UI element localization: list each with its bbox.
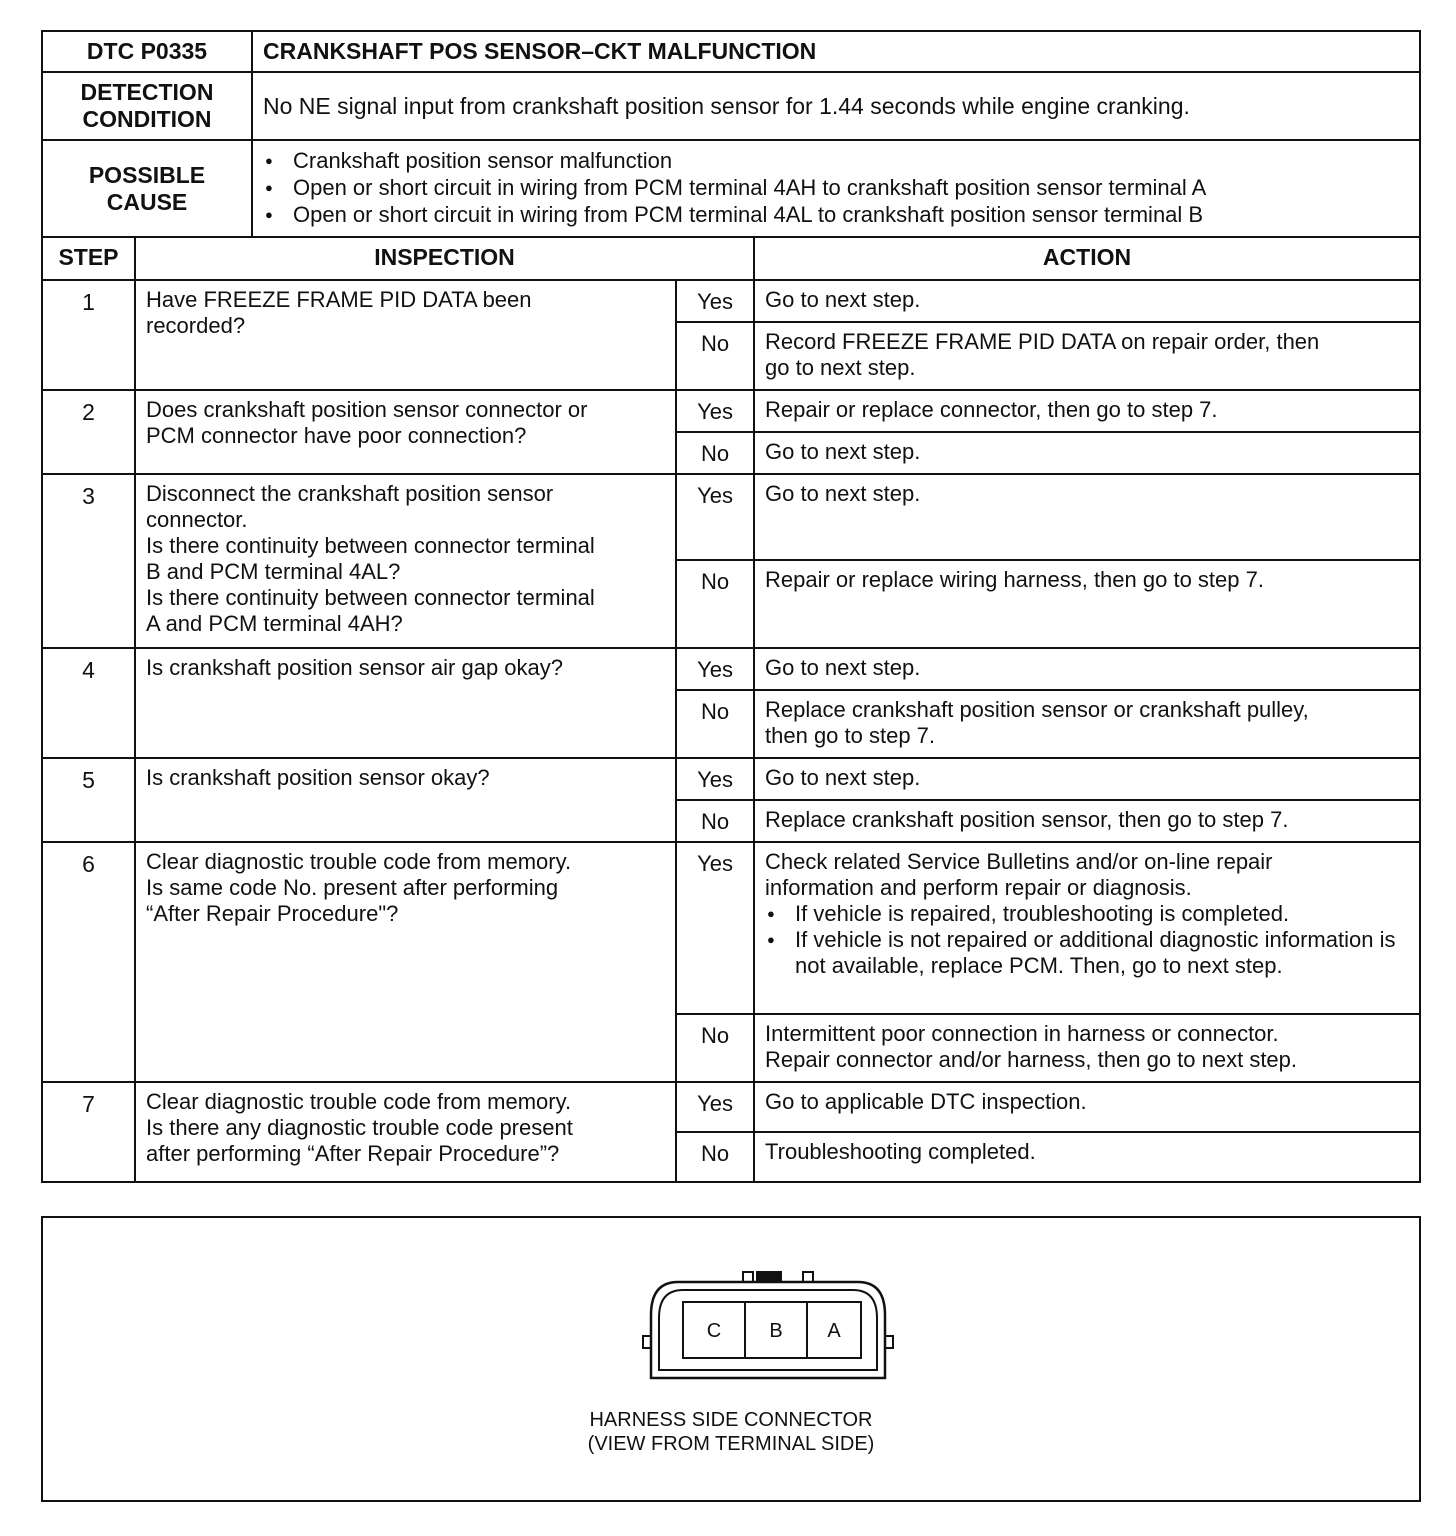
no-action: Intermittent poor connection in harness or connector. Repair connector and/or harness, then go to next step. xyxy=(754,1014,1420,1082)
connector-diagram xyxy=(41,1216,1421,1502)
step-number: 5 xyxy=(42,758,135,842)
cause-item: ● Crankshaft position sensor malfunction xyxy=(263,147,1409,174)
yes-label: Yes xyxy=(676,648,754,690)
cause-item: ● Open or short circuit in wiring from PCM terminal 4AL to crankshaft position sensor terminal B xyxy=(263,201,1409,228)
yes-action: Go to applicable DTC inspection. xyxy=(754,1082,1420,1132)
step-row xyxy=(42,280,1420,322)
no-label: No xyxy=(676,800,754,842)
no-action: Go to next step. xyxy=(754,432,1420,474)
step-inspection: Is crankshaft position sensor okay? xyxy=(135,758,676,842)
harness-connector-icon xyxy=(623,1260,913,1390)
bullet-item: ● If vehicle is repaired, troubleshooting is completed. xyxy=(765,901,1409,927)
step-inspection: Does crankshaft position sensor connector or PCM connector have poor connection? xyxy=(135,390,676,474)
no-label: No xyxy=(676,432,754,474)
terminal-c-label: C xyxy=(706,1320,722,1342)
caption-line-1: HARNESS SIDE CONNECTOR xyxy=(589,1409,873,1431)
step-row xyxy=(42,758,1420,800)
dtc-title: CRANKSHAFT POS SENSOR–CKT MALFUNCTION xyxy=(252,31,1420,72)
step-inspection: Clear diagnostic trouble code from memory. Is there any diagnostic trouble code present after performing “After Repair Procedure”? xyxy=(135,1082,676,1182)
no-label: No xyxy=(676,560,754,648)
terminal-b-label: B xyxy=(769,1320,783,1342)
yes-label: Yes xyxy=(676,842,754,1014)
diagram-caption xyxy=(43,1408,1419,1456)
yes-label: Yes xyxy=(676,758,754,800)
yes-action: Go to next step. xyxy=(754,474,1420,560)
yes-label: Yes xyxy=(676,280,754,322)
column-inspection: INSPECTION xyxy=(135,237,754,280)
no-action: Troubleshooting completed. xyxy=(754,1132,1420,1182)
dtc-sheet xyxy=(41,30,1421,1183)
yes-label: Yes xyxy=(676,474,754,560)
step-number: 1 xyxy=(42,280,135,390)
step-number: 6 xyxy=(42,842,135,1082)
yes-action: Go to next step. xyxy=(754,280,1420,322)
yes-action-bullets xyxy=(765,901,1409,979)
step-inspection: Clear diagnostic trouble code from memory. Is same code No. present after performing “After Repair Procedure"? xyxy=(135,842,676,1082)
bullet-item: ● If vehicle is not repaired or additional diagnostic information is not available, replace PCM. Then, go to next step. xyxy=(765,927,1409,979)
cause-cell xyxy=(252,140,1420,237)
no-label: No xyxy=(676,690,754,758)
yes-action: Repair or replace connector, then go to step 7. xyxy=(754,390,1420,432)
steps-table xyxy=(41,236,1421,1183)
no-label: No xyxy=(676,1014,754,1082)
cause-label: POSSIBLE CAUSE xyxy=(42,140,252,237)
column-action: ACTION xyxy=(754,237,1420,280)
yes-action: Go to next step. xyxy=(754,648,1420,690)
step-row xyxy=(42,390,1420,432)
dtc-code: DTC P0335 xyxy=(42,31,252,72)
column-step: STEP xyxy=(42,237,135,280)
step-row xyxy=(42,648,1420,690)
detection-value: No NE signal input from crankshaft position sensor for 1.44 seconds while engine cranking. xyxy=(252,72,1420,140)
detection-label: DETECTION CONDITION xyxy=(42,72,252,140)
step-row xyxy=(42,842,1420,1014)
no-action: Record FREEZE FRAME PID DATA on repair order, then go to next step. xyxy=(754,322,1420,390)
yes-action: Go to next step. xyxy=(754,758,1420,800)
dtc-header-table xyxy=(41,30,1421,238)
terminal-a-label: A xyxy=(827,1320,841,1342)
no-action: Repair or replace wiring harness, then go to step 7. xyxy=(754,560,1420,648)
cause-item: ● Open or short circuit in wiring from PCM terminal 4AH to crankshaft position sensor terminal A xyxy=(263,174,1409,201)
step-row xyxy=(42,474,1420,560)
cause-list xyxy=(253,141,1419,236)
yes-action: Check related Service Bulletins and/or on-line repair information and perform repair or diagnosis. ● If vehicle is repaired, troubleshooting is completed. ● If vehicle is not repaired or additional diagnostic information is not available, replace PCM. Then, go to next step. xyxy=(754,842,1420,1014)
yes-label: Yes xyxy=(676,1082,754,1132)
step-inspection: Have FREEZE FRAME PID DATA been recorded? xyxy=(135,280,676,390)
step-number: 7 xyxy=(42,1082,135,1182)
no-action: Replace crankshaft position sensor, then go to step 7. xyxy=(754,800,1420,842)
step-inspection: Is crankshaft position sensor air gap okay? xyxy=(135,648,676,758)
step-number: 3 xyxy=(42,474,135,648)
step-row xyxy=(42,1082,1420,1132)
no-label: No xyxy=(676,322,754,390)
step-number: 4 xyxy=(42,648,135,758)
step-inspection: Disconnect the crankshaft position sensor connector. Is there continuity between connector terminal B and PCM terminal 4AL? Is there continuity between connector terminal A and PCM terminal 4AH? xyxy=(135,474,676,648)
step-number: 2 xyxy=(42,390,135,474)
no-action: Replace crankshaft position sensor or crankshaft pulley, then go to step 7. xyxy=(754,690,1420,758)
yes-label: Yes xyxy=(676,390,754,432)
no-label: No xyxy=(676,1132,754,1182)
caption-line-2: (VIEW FROM TERMINAL SIDE) xyxy=(587,1433,875,1455)
